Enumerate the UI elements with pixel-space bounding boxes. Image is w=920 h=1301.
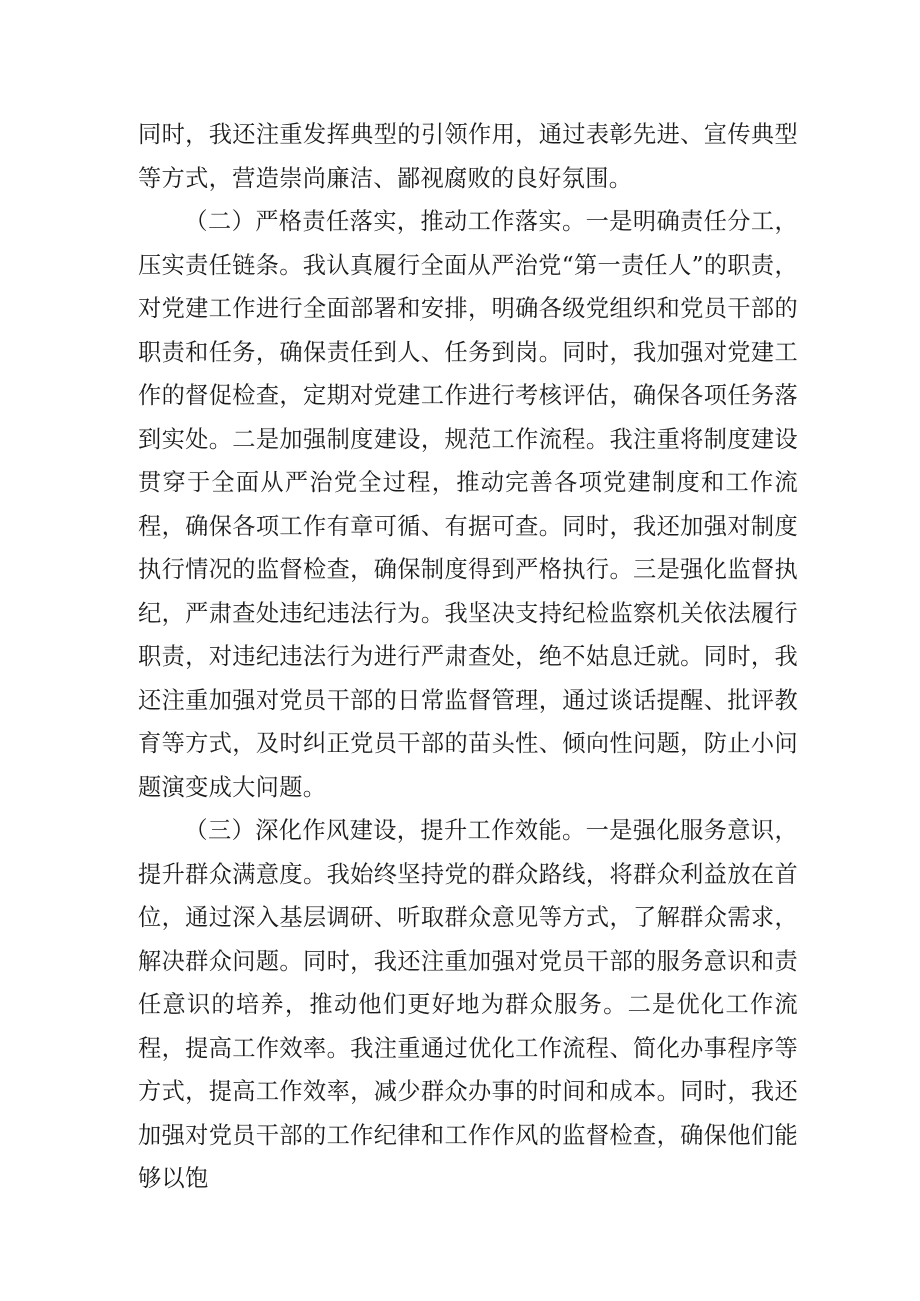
document-body xyxy=(138,113,798,1201)
paragraph-work-style: （三）深化作风建设，提升工作效能。一是强化服务意识，提升群众满意度。我始终坚持党的群众路线，将群众利益放在首位，通过深入基层调研、听取群众意见等方式，了解群众需求，解决群众问题。同时，我还注重加强对党员干部的服务意识和责任意识的培养，推动他们更好地为群众服务。二是优化工作流程，提高工作效率。我注重通过优化工作流程、简化办事程序等方式，提高工作效率，减少群众办事的时间和成本。同时，我还加强对党员干部的工作纪律和工作作风的监督检查，确保他们能够以饱 xyxy=(138,817,798,1192)
paragraph-responsibility: （二）严格责任落实，推动工作落实。一是明确责任分工，压实责任链条。我认真履行全面从严治党“第一责任人”的职责，对党建工作进行全面部署和安排，明确各级党组织和党员干部的职责和任务，确保责任到人、任务到岗。同时，我加强对党建工作的督促检查，定期对党建工作进行考核评估，确保各项任务落到实处。二是加强制度建设，规范工作流程。我注重将制度建设贯穿于全面从严治党全过程，推动完善各项党建制度和工作流程，确保各项工作有章可循、有据可查。同时，我还加强对制度执行情况的监督检查，确保制度得到严格执行。三是强化监督执纪，严肃查处违纪违法行为。我坚决支持纪检监察机关依法履行职责，对违纪违法行为进行严肃查处，绝不姑息迁就。同时，我还注重加强对党员干部的日常监督管理，通过谈话提醒、批评教育等方式，及时纠正党员干部的苗头性、倾向性问题，防止小问题演变成大问题。 xyxy=(138,208,798,801)
paragraph-continuation: 同时，我还注重发挥典型的引领作用，通过表彰先进、宣传典型等方式，营造崇尚廉洁、鄙视腐败的良好氛围。 xyxy=(138,121,798,192)
